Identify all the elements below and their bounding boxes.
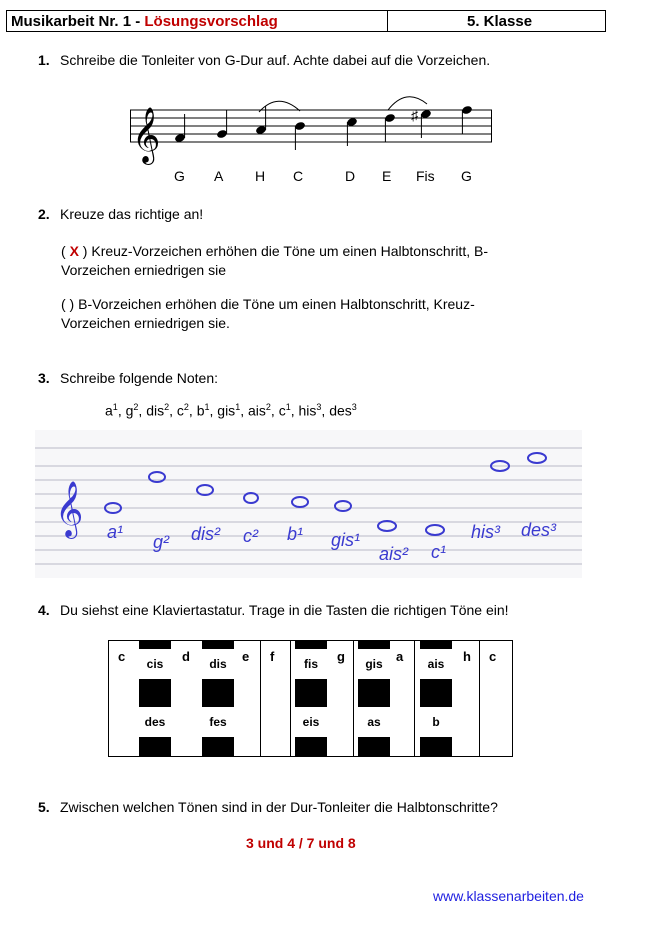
halftone-arc — [388, 97, 427, 110]
svg-text:a¹: a¹ — [107, 522, 124, 542]
white-key: h — [415, 641, 480, 756]
white-key: g — [291, 641, 354, 756]
header-grade: 5. Klasse — [467, 13, 533, 30]
scale-note-names — [130, 167, 500, 185]
note-list: $a^1$, $g^2$, dis$^2$, $c^2$, $b^1$, gis$^1$, ais$^2$, $c^1$, his$^3$, des$^3$ — [105, 402, 357, 419]
white-key: f — [261, 641, 291, 756]
header-title: Musikarbeit Nr. 1 - Lösungsvorschlag — [11, 13, 278, 30]
svg-text:c²: c² — [243, 526, 258, 546]
question-text: Schreibe folgende Noten: — [60, 370, 218, 386]
option-1: ( X ) Kreuz-Vorzeichen erhöhen die Töne um einen Halbtonschritt, B- Vorzeichen erniedrigen sie — [61, 243, 488, 278]
treble-clef-icon: 𝄞 — [55, 483, 84, 536]
question-number: 4. — [38, 602, 50, 618]
black-key: ais b — [420, 641, 452, 756]
question-1 — [38, 52, 490, 68]
black-key: dis fes — [202, 641, 234, 756]
white-key: a — [354, 641, 415, 756]
handwritten-staff-image — [35, 430, 582, 578]
note-name: C — [293, 168, 304, 184]
scale-notes — [174, 105, 473, 150]
black-key: gis as — [358, 641, 390, 756]
option-2: ( ) B-Vorzeichen erhöhen die Töne um einen Halbtonschritt, Kreuz- Vorzeichen erniedrigen sie. — [61, 296, 475, 331]
question-2 — [38, 206, 203, 222]
svg-text:gis¹: gis¹ — [331, 530, 361, 550]
website-link[interactable]: www.klassenarbeiten.de — [433, 888, 584, 904]
svg-text:g²: g² — [153, 532, 170, 552]
header-divider — [387, 11, 388, 31]
piano-keyboard — [108, 640, 513, 757]
question-number: 1. — [38, 52, 50, 68]
question-text: Kreuze das richtige an! — [60, 206, 204, 222]
checkmark-x: X — [69, 243, 79, 259]
treble-clef-icon: 𝄞 — [132, 109, 161, 162]
question-text: Schreibe die Tonleiter von G-Dur auf. Achte dabei auf die Vorzeichen. — [60, 52, 491, 68]
black-key: cis des — [139, 641, 171, 756]
question-5 — [38, 799, 498, 815]
question-text: Zwischen welchen Tönen sind in der Dur-Tonleiter die Halbtonschritte? — [60, 799, 498, 815]
note-name: G — [174, 168, 185, 184]
svg-text:des³: des³ — [521, 520, 557, 540]
note-name: Fis — [416, 168, 435, 184]
question-number: 3. — [38, 370, 50, 386]
question-4 — [38, 602, 509, 618]
question-number: 5. — [38, 799, 50, 815]
svg-text:c¹: c¹ — [431, 542, 446, 562]
white-key: c — [109, 641, 160, 756]
svg-text:his³: his³ — [471, 522, 501, 542]
note-name: G — [461, 168, 472, 184]
note-name: D — [345, 168, 356, 184]
answer-text: 3 und 4 / 7 und 8 — [246, 835, 356, 851]
question-number: 2. — [38, 206, 50, 222]
sharp-icon: ♯ — [411, 107, 418, 123]
note-name: E — [382, 168, 392, 184]
note-name: A — [214, 168, 224, 184]
white-key: d — [160, 641, 210, 756]
header-box — [6, 10, 606, 32]
black-key: fis eis — [295, 641, 327, 756]
header-subtitle: Lösungsvorschlag — [144, 13, 278, 30]
question-3 — [38, 370, 218, 386]
svg-text:ais²: ais² — [379, 544, 409, 564]
svg-text:b¹: b¹ — [287, 524, 304, 544]
white-key: e — [210, 641, 261, 756]
svg-text:dis²: dis² — [191, 524, 221, 544]
note-name: H — [255, 168, 266, 184]
white-key: c — [489, 649, 497, 664]
question-text: Du siehst eine Klaviertastatur. Trage in die Tasten die richtigen Töne ein! — [60, 602, 509, 618]
